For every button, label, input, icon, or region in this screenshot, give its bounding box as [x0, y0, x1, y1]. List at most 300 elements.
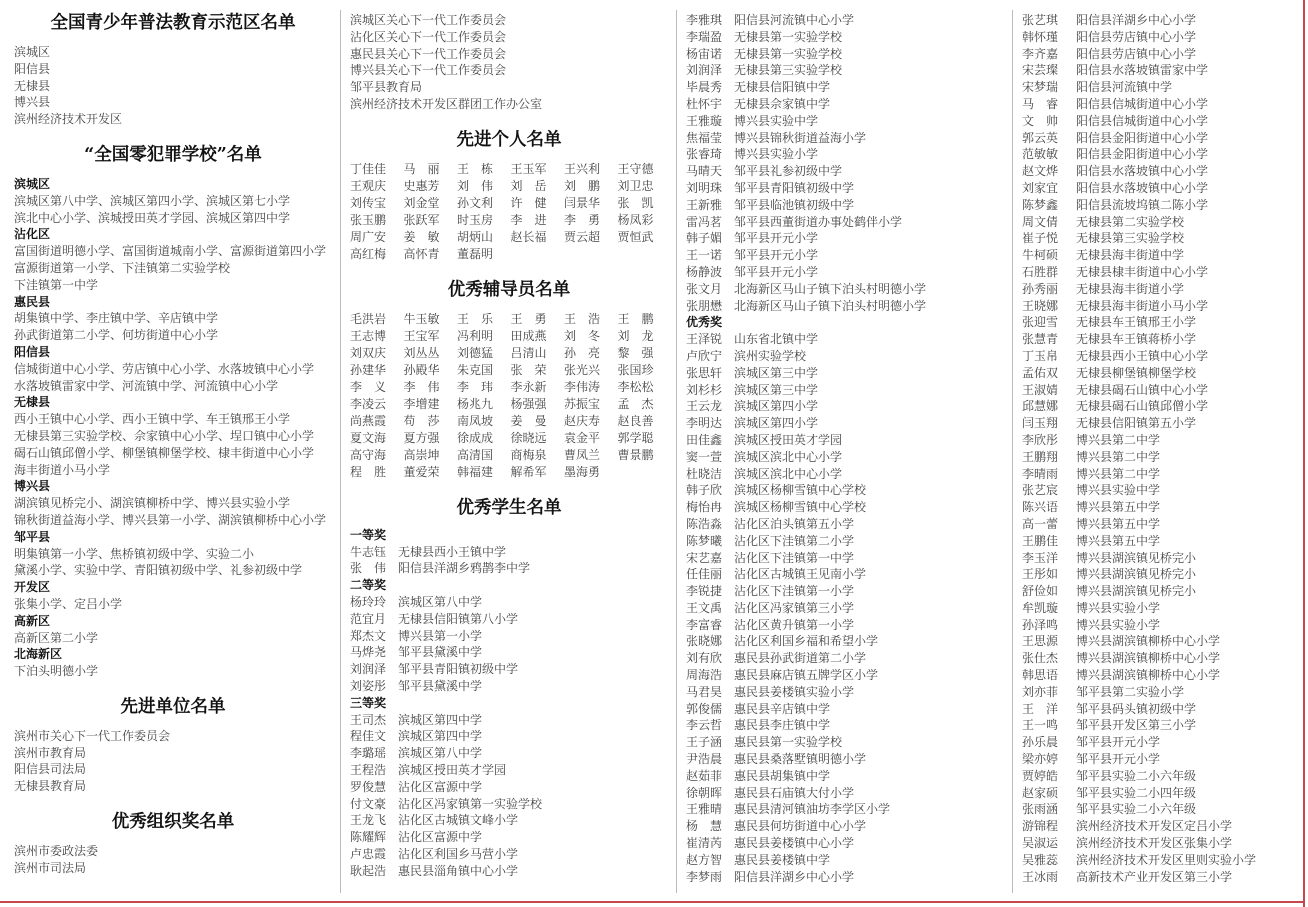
- person-name: 张跃军: [403, 212, 440, 227]
- person-name: 张艺宸: [1022, 483, 1059, 498]
- person-name: 姜 曼: [510, 413, 547, 428]
- person-name: 刘润泽: [686, 63, 723, 78]
- person-name: 毕晨秀: [686, 80, 723, 95]
- school-name: 北海新区马山子镇下泊头村明德小学: [734, 298, 927, 313]
- school-name: 邹平县开元小学: [734, 248, 819, 263]
- school-name: 邹平县黛溪中学: [398, 678, 483, 693]
- person-name: 黎 强: [617, 345, 654, 360]
- school-line: 西小王镇中心小学、西小王镇中学、车王镇邢王小学: [14, 412, 291, 427]
- person-name: 王 浩: [564, 311, 601, 326]
- list-item: [1022, 818, 1297, 835]
- person-name: 孙 亮: [564, 345, 601, 360]
- school-name: 无棣县信阳镇第八小学: [398, 611, 519, 626]
- person-name: 高一蕾: [1022, 516, 1059, 531]
- list-item: [350, 661, 668, 678]
- list-item: [1022, 466, 1297, 483]
- list-item: [686, 146, 1004, 163]
- school-name: 惠民县辛店镇中学: [734, 701, 831, 716]
- school-name: 博兴县实验小学: [1076, 617, 1161, 632]
- person-name: 杜怀宇: [686, 96, 723, 111]
- list-item: [1022, 264, 1297, 281]
- person-name: 杜晓洁: [686, 466, 723, 481]
- person-name: 卢欣宁: [686, 348, 723, 363]
- list-item: [1022, 96, 1297, 113]
- region-label: 惠民县: [14, 294, 51, 309]
- person-name: 高守海: [350, 447, 387, 462]
- list-item: [1022, 550, 1297, 567]
- school-name: 阳信县劳店镇中心小学: [1076, 46, 1197, 61]
- person-name: 陈梦鑫: [1022, 197, 1059, 212]
- excellence-prize-list: [686, 331, 1004, 885]
- advanced-individuals-grid: [350, 161, 668, 263]
- person-name: 赵良善: [617, 413, 654, 428]
- person-name: 王观庆: [350, 178, 387, 193]
- list-item: [1022, 146, 1297, 163]
- person-name: 张晓娜: [686, 634, 723, 649]
- list-item: [686, 365, 1004, 382]
- list-item: [1022, 684, 1297, 701]
- list-item: [686, 163, 1004, 180]
- school-name: 阳信县流坡坞镇二陈小学: [1076, 197, 1209, 212]
- person-name: 王云龙: [686, 399, 723, 414]
- first-prize-list: [350, 544, 668, 578]
- person-name: 王志博: [350, 328, 387, 343]
- person-name: 丁玉帛: [1022, 348, 1059, 363]
- school-name: 无棣县第三实验学校: [734, 63, 843, 78]
- heading-law-demo: 全国青少年普法教育示范区名单: [50, 13, 296, 33]
- person-name: 张思轩: [686, 365, 723, 380]
- second-prize-label: 二等奖: [350, 578, 387, 593]
- person-name: 王鹏翔: [1022, 449, 1059, 464]
- person-name: 郑杰文: [350, 628, 387, 643]
- school-name: 博兴县实验中学: [1076, 483, 1161, 498]
- school-name: 无棣县第三实验学校: [1076, 231, 1185, 246]
- third-prize-list-cont: [686, 12, 1004, 314]
- person-name: 张艺琪: [1022, 13, 1059, 27]
- person-name: 韩思语: [1022, 668, 1059, 683]
- person-name: 李玉洋: [1022, 550, 1059, 565]
- person-name: 吴淑运: [1022, 836, 1059, 851]
- person-name: 郭俊儒: [686, 701, 723, 716]
- person-name: 刘润泽: [350, 662, 387, 677]
- person-name: 舒俭如: [1022, 584, 1059, 599]
- list-item: [1022, 180, 1297, 197]
- person-name: 马君昊: [686, 684, 723, 699]
- list-item: [350, 628, 668, 645]
- school-name: 惠民县姜楼镇中心小学: [734, 836, 855, 851]
- school-name: 沾化区下洼镇第一中学: [734, 550, 855, 565]
- person-name: 陈梦曦: [686, 533, 723, 548]
- list-item: 邹平县教育局: [350, 80, 423, 95]
- list-item: [686, 482, 1004, 499]
- school-name: 滨城区杨柳雪镇中心学校: [734, 483, 867, 498]
- list-item: [1022, 281, 1297, 298]
- school-name: 滨城区第三中学: [734, 365, 819, 380]
- school-name: 滨城区第八中学: [398, 746, 483, 761]
- list-item: [1022, 869, 1297, 886]
- school-name: 博兴县湖滨镇见桥完小: [1076, 550, 1197, 565]
- person-name: 刘亦菲: [1022, 684, 1059, 699]
- list-item: [1022, 617, 1297, 634]
- school-name: 惠民县姜楼镇中学: [734, 852, 831, 867]
- person-name: 王 鹏: [617, 311, 654, 326]
- person-name: 李 进: [510, 212, 547, 227]
- person-name: 董爱荣: [403, 464, 440, 479]
- list-item: [686, 79, 1004, 96]
- person-name: 张国珍: [617, 362, 654, 377]
- person-name: 刘双庆: [350, 345, 387, 360]
- school-name: 阳信县洋湖乡中心小学: [1076, 13, 1197, 27]
- person-name: 刘 鹏: [564, 178, 601, 193]
- person-name: 吴雅蕊: [1022, 852, 1059, 867]
- person-name: 许 健: [510, 195, 547, 210]
- person-name: 吕清山: [510, 345, 547, 360]
- school-line: 滨城区第八中学、滨城区第四小学、滨城区第七小学: [14, 193, 291, 208]
- list-item: [1022, 432, 1297, 449]
- person-name: 李梦雨: [686, 869, 723, 884]
- list-item: [686, 466, 1004, 483]
- school-name: 沾化区富源中学: [398, 830, 483, 845]
- person-name: 张文月: [686, 281, 723, 296]
- person-name: 王文禹: [686, 600, 723, 615]
- school-line: 滨北中心小学、滨城授田英才学园、滨城区第四中学: [14, 210, 291, 225]
- list-item: [1022, 130, 1297, 147]
- person-name: 刘明珠: [686, 180, 723, 195]
- person-name: 赵长福: [510, 229, 547, 244]
- school-name: 沾化区古城镇王见南小学: [734, 567, 867, 582]
- list-item: [686, 684, 1004, 701]
- person-name: 王 乐: [457, 311, 494, 326]
- list-item: 阳信县: [14, 61, 51, 76]
- school-name: 沾化区冯家镇第一实验学校: [398, 796, 543, 811]
- school-name: 博兴县实验小学: [734, 147, 819, 162]
- person-name: 曹凤兰: [564, 447, 601, 462]
- school-name: 阳信县金阳街道中心小学: [1076, 130, 1209, 145]
- list-item: [350, 779, 668, 796]
- school-name: 沾化区古城镇文峰小学: [398, 813, 519, 828]
- person-name: 牛玉敏: [403, 311, 440, 326]
- school-name: 滨州经济技术开发区里则实验小学: [1076, 852, 1257, 867]
- list-item: [686, 734, 1004, 751]
- list-item: [1022, 734, 1297, 751]
- person-name: 刘传宝: [350, 195, 387, 210]
- school-line: 明集镇第一小学、焦桥镇初级中学、实验二小: [14, 546, 255, 561]
- school-name: 阳信县洋湖乡中心小学: [734, 869, 855, 884]
- school-name: 滨城区第四中学: [398, 712, 483, 727]
- person-name: 刘卫忠: [617, 178, 654, 193]
- school-name: 博兴县实验中学: [734, 113, 819, 128]
- school-name: 惠民县胡集镇中学: [734, 768, 831, 783]
- list-item: [1022, 650, 1297, 667]
- list-item: [686, 768, 1004, 785]
- list-item: 滨州经济技术开发区: [14, 112, 123, 127]
- person-name: 张仕杰: [1022, 651, 1059, 666]
- person-name: 文 帅: [1022, 113, 1059, 128]
- list-item: [686, 818, 1004, 835]
- person-name: 尚燕霞: [350, 413, 387, 428]
- person-name: 解希军: [510, 464, 547, 479]
- school-name: 邹平县礼参初级中学: [734, 164, 843, 179]
- person-name: 李明达: [686, 416, 723, 431]
- school-name: 无棣县佘家镇中学: [734, 96, 831, 111]
- person-name: 陈兴语: [1022, 500, 1059, 515]
- school-name: 滨城区滨北中心小学: [734, 466, 843, 481]
- person-name: 范宜月: [350, 611, 387, 626]
- school-name: 无棣县信阳镇第五小学: [1076, 416, 1197, 431]
- person-name: 刘丛丛: [403, 345, 440, 360]
- list-item: [350, 678, 668, 695]
- school-name: 阳信县河流镇中学: [1076, 80, 1173, 95]
- person-name: 孙秀丽: [1022, 281, 1059, 296]
- person-name: 李雅琪: [686, 13, 723, 27]
- list-item: [686, 801, 1004, 818]
- person-name: 孙文利: [457, 195, 494, 210]
- list-item: [686, 331, 1004, 348]
- person-name: 王冰雨: [1022, 869, 1059, 884]
- list-item: [686, 12, 1004, 29]
- list-item: [686, 432, 1004, 449]
- person-name: 李永新: [510, 379, 547, 394]
- person-name: 杨 慧: [686, 819, 723, 834]
- school-name: 阳信县水落坡镇中心小学: [1076, 180, 1209, 195]
- person-name: 王 洋: [1022, 701, 1059, 716]
- list-item: [350, 560, 668, 577]
- school-line: 下洼镇第一中学: [14, 277, 99, 292]
- school-name: 无棣县棣丰街道中心小学: [1076, 264, 1209, 279]
- list-item: [1022, 298, 1297, 315]
- second-prize-list: [350, 594, 668, 695]
- list-item: [686, 701, 1004, 718]
- school-name: 无棣县第一实验学校: [734, 29, 843, 44]
- school-name: 邹平县开元小学: [734, 264, 819, 279]
- list-item: [1022, 667, 1297, 684]
- person-name: 王彤如: [1022, 567, 1059, 582]
- person-name: 周广安: [350, 229, 387, 244]
- person-name: 李欣彤: [1022, 432, 1059, 447]
- person-name: 张 荣: [510, 362, 547, 377]
- column-4: [1022, 12, 1297, 893]
- region-label: 沾化区: [14, 227, 51, 242]
- person-name: 商梅泉: [510, 447, 547, 462]
- column-1: [14, 12, 332, 893]
- person-name: 苟 莎: [403, 413, 440, 428]
- person-name: 田成燕: [510, 328, 547, 343]
- list-item: 博兴县: [14, 95, 51, 110]
- list-item: [1022, 835, 1297, 852]
- list-item: [1022, 79, 1297, 96]
- list-item: [350, 594, 668, 611]
- school-name: 滨城区第三中学: [734, 382, 819, 397]
- school-name: 邹平县开发区第三小学: [1076, 718, 1197, 733]
- person-name: 李晴雨: [1022, 466, 1059, 481]
- list-item: [686, 264, 1004, 281]
- person-name: 张 凯: [617, 195, 654, 210]
- list-item: [350, 644, 668, 661]
- person-name: 郭学聪: [617, 430, 654, 445]
- person-name: 贾云超: [564, 229, 601, 244]
- person-name: 张慧青: [1022, 332, 1059, 347]
- school-line: 高新区第二小学: [14, 630, 99, 645]
- school-name: 阳信县水落坡镇雷家中学: [1076, 63, 1209, 78]
- person-name: 李瑞盈: [686, 29, 723, 44]
- school-name: 无棣县第一实验学校: [734, 46, 843, 61]
- person-name: 杨凤彩: [617, 212, 654, 227]
- list-item: [686, 382, 1004, 399]
- excellence-prize-list-cont: [1022, 12, 1297, 885]
- school-name: 邹平县黛溪中学: [398, 645, 483, 660]
- list-item: [350, 728, 668, 745]
- person-name: 耿起浩: [350, 863, 387, 878]
- person-name: 刘姿彤: [350, 678, 387, 693]
- third-prize-label: 三等奖: [350, 695, 387, 710]
- person-name: 杨玲玲: [350, 594, 387, 609]
- person-name: 李增建: [403, 396, 440, 411]
- list-item: [686, 96, 1004, 113]
- person-name: 杨强强: [510, 396, 547, 411]
- list-item: [686, 869, 1004, 886]
- list-item: [1022, 113, 1297, 130]
- person-name: 刘 冬: [564, 328, 601, 343]
- school-name: 阳信县河流镇中心小学: [734, 13, 855, 27]
- school-name: 博兴县第五中学: [1076, 500, 1161, 515]
- person-name: 赵茹菲: [686, 768, 723, 783]
- person-name: 孟 杰: [617, 396, 654, 411]
- person-name: 李伟涛: [564, 379, 601, 394]
- school-name: 无棣县海丰街道小马小学: [1076, 298, 1209, 313]
- person-name: 李富睿: [686, 617, 723, 632]
- school-name: 滨城区授田英才学园: [398, 762, 507, 777]
- list-item: [1022, 533, 1297, 550]
- person-name: 苏振宝: [564, 396, 601, 411]
- column-3: [686, 12, 1004, 893]
- list-item: [1022, 314, 1297, 331]
- school-name: 邹平县临池镇初级中学: [734, 197, 855, 212]
- school-name: 惠民县麻店镇五牌学区小学: [734, 668, 879, 683]
- list-item: [686, 230, 1004, 247]
- school-line: 富源街道第一小学、下洼镇第二实验学校: [14, 260, 231, 275]
- list-item: [1022, 768, 1297, 785]
- school-name: 邹平县实验二小四年级: [1076, 785, 1197, 800]
- person-name: 贾恒武: [617, 229, 654, 244]
- heading-advanced-units: 先进单位名单: [120, 696, 226, 717]
- school-name: 惠民县何坊街道中心小学: [734, 819, 867, 834]
- school-name: 阳信县信城街道中心小学: [1076, 113, 1209, 128]
- list-item: [1022, 701, 1297, 718]
- school-name: 邹平县实验二小六年级: [1076, 802, 1197, 817]
- person-name: 游锦程: [1022, 819, 1059, 834]
- school-name: 博兴县第二中学: [1076, 449, 1161, 464]
- person-name: 李 伟: [403, 379, 440, 394]
- person-name: 王新雅: [686, 197, 723, 212]
- school-name: 阳信县劳店镇中心小学: [1076, 29, 1197, 44]
- school-name: 邹平县开元小学: [1076, 735, 1161, 750]
- list-item: 滨州市委政法委: [14, 844, 99, 859]
- list-item: [1022, 600, 1297, 617]
- person-name: 张睿琦: [686, 147, 723, 162]
- person-name: 曹景鹏: [617, 447, 654, 462]
- person-name: 牛志钰: [350, 544, 387, 559]
- list-item: [686, 398, 1004, 415]
- person-name: 王雅晴: [686, 802, 723, 817]
- list-item: [686, 785, 1004, 802]
- school-line: 胡集镇中学、李庄镇中学、辛店镇中学: [14, 311, 219, 326]
- first-prize-label: 一等奖: [350, 527, 387, 542]
- list-item: [686, 583, 1004, 600]
- person-name: 冯利明: [457, 328, 494, 343]
- school-name: 邹平县青阳镇初级中学: [398, 662, 519, 677]
- list-item: 滨州经济技术开发区群团工作办公室: [350, 96, 543, 111]
- school-name: 博兴县湖滨镇见桥完小: [1076, 584, 1197, 599]
- list-item: [1022, 348, 1297, 365]
- person-name: 王 栋: [457, 161, 494, 176]
- excellence-prize-label: 优秀奖: [686, 315, 723, 330]
- person-name: 郭云英: [1022, 130, 1059, 145]
- school-name: 博兴县第五中学: [1076, 533, 1161, 548]
- person-name: 高崇坤: [403, 447, 440, 462]
- person-name: 姜 敏: [403, 229, 440, 244]
- school-name: 邹平县第二实验小学: [1076, 684, 1185, 699]
- school-name: 滨城区第四小学: [734, 399, 819, 414]
- person-name: 程佳文: [350, 729, 387, 744]
- list-item: [1022, 751, 1297, 768]
- list-item: [1022, 482, 1297, 499]
- list-item: [1022, 398, 1297, 415]
- list-item: [350, 846, 668, 863]
- person-name: 任佳丽: [686, 567, 723, 582]
- school-name: 无棣县柳堡镇柳堡学校: [1076, 365, 1197, 380]
- person-name: 刘有欣: [686, 651, 723, 666]
- list-item: [686, 247, 1004, 264]
- school-name: 博兴县锦秋街道益海小学: [734, 130, 867, 145]
- zero-crime-list: [14, 176, 332, 680]
- list-item: [1022, 365, 1297, 382]
- school-name: 无棣县碣石山镇邱僧小学: [1076, 399, 1209, 414]
- person-name: 陈浩淼: [686, 516, 723, 531]
- list-item: [686, 566, 1004, 583]
- person-name: 时玉房: [457, 212, 494, 227]
- school-name: 北海新区马山子镇下泊头村明德小学: [734, 281, 927, 296]
- person-name: 王泽锐: [686, 332, 723, 347]
- school-name: 无棣县第二实验学校: [1076, 214, 1185, 229]
- page-border-right: [1303, 0, 1305, 907]
- school-name: 阳信县水落坡镇中心小学: [1076, 164, 1209, 179]
- person-name: 孙殿华: [403, 362, 440, 377]
- school-name: 滨城区第八中学: [398, 594, 483, 609]
- person-name: 李松松: [617, 379, 654, 394]
- person-name: 张雨涵: [1022, 802, 1059, 817]
- person-name: 杨静波: [686, 264, 723, 279]
- list-item: [1022, 382, 1297, 399]
- person-name: 李云哲: [686, 718, 723, 733]
- person-name: 付文豪: [350, 796, 387, 811]
- school-line: 水落坡镇雷家中学、河流镇中学、河流镇中心小学: [14, 378, 279, 393]
- school-line: 湖滨镇见桥完小、湖滨镇柳桥中学、博兴县实验小学: [14, 496, 291, 511]
- org-award-list: [14, 843, 332, 877]
- person-name: 王玉军: [510, 161, 547, 176]
- school-name: 滨城区第四小学: [734, 416, 819, 431]
- person-name: 王司杰: [350, 712, 387, 727]
- person-name: 高红梅: [350, 246, 387, 261]
- person-name: 张玉鹏: [350, 212, 387, 227]
- column-2: [350, 12, 668, 893]
- school-name: 邹平县实验二小六年级: [1076, 768, 1197, 783]
- person-name: 卢忠霞: [350, 846, 387, 861]
- person-name: 徐晓远: [510, 430, 547, 445]
- school-name: 沾化区下洼镇第二小学: [734, 533, 855, 548]
- heading-advanced-individuals: 先进个人名单: [456, 129, 562, 150]
- region-label: 北海新区: [14, 647, 63, 662]
- school-name: 惠民县石庙镇大付小学: [734, 785, 855, 800]
